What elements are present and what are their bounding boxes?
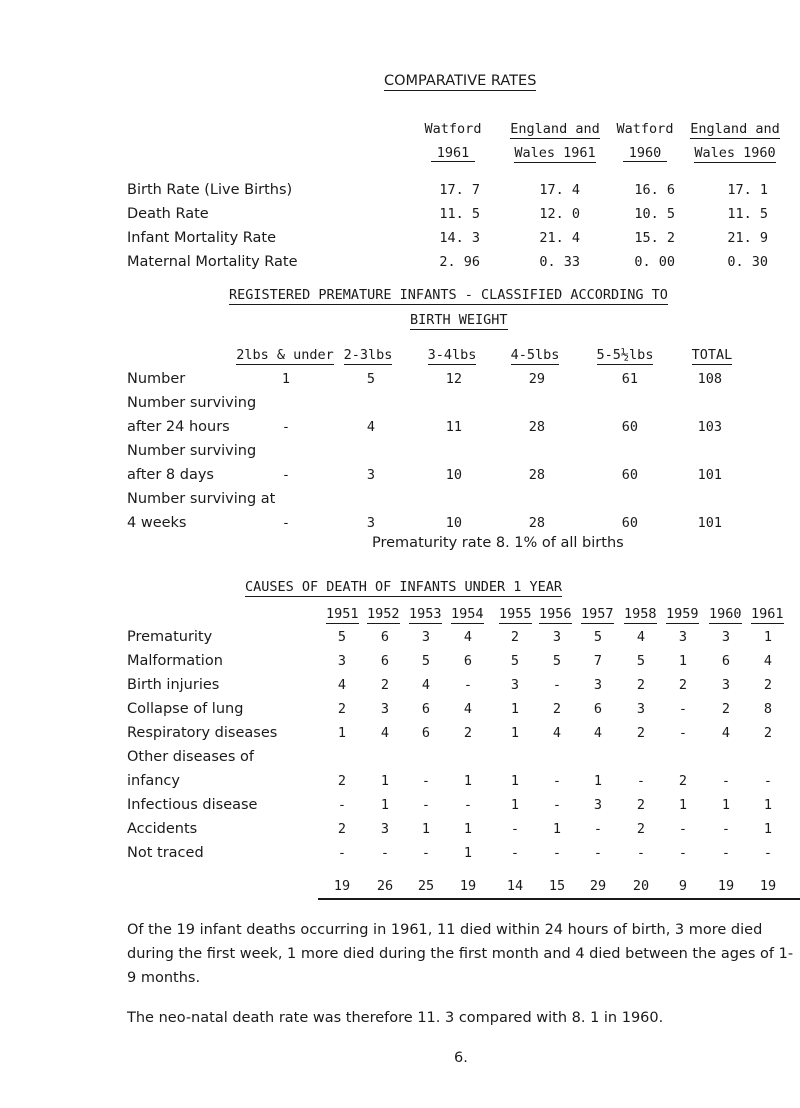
cause-value: - <box>552 797 562 813</box>
cause-value: - <box>763 773 773 789</box>
weight-header <box>672 347 752 363</box>
cause-value: 3 <box>337 653 347 669</box>
cause-value: 4 <box>380 725 390 741</box>
cause-value: 4 <box>721 725 731 741</box>
cause-value: 2 <box>636 725 646 741</box>
cause-value: 1 <box>678 797 688 813</box>
rate-value: 17. 1 <box>727 182 768 198</box>
cause-value: - <box>678 821 688 837</box>
comparative-rates-title: COMPARATIVE RATES <box>384 73 537 89</box>
weight-header <box>417 347 487 363</box>
cause-value: 1 <box>763 629 773 645</box>
cause-value: - <box>380 845 390 861</box>
weight-header-label: 3-4lbs <box>427 347 477 363</box>
col-header-ew-1960-line1: England and <box>690 121 780 137</box>
premature-value: 60 <box>621 419 638 435</box>
cause-row-label: infancy <box>127 773 180 789</box>
cause-value: - <box>721 845 731 861</box>
weight-header <box>500 347 570 363</box>
cause-value: 8 <box>763 701 773 717</box>
causes-title: CAUSES OF DEATH OF INFANTS UNDER 1 YEAR <box>245 579 562 595</box>
premature-row-label: after 8 days <box>127 467 214 483</box>
cause-value: 4 <box>552 725 562 741</box>
cause-value: 3 <box>380 821 390 837</box>
cause-total: 19 <box>717 878 735 894</box>
cause-value: 5 <box>593 629 603 645</box>
cause-value: - <box>421 773 431 789</box>
premature-row-label-pre: Number surviving at <box>127 491 276 507</box>
year-header: 1955 <box>499 606 532 622</box>
year-header: 1960 <box>709 606 742 622</box>
premature-value: 28 <box>528 419 545 435</box>
cause-value: 7 <box>593 653 603 669</box>
cause-value: 1 <box>721 797 731 813</box>
rate-value: 16. 6 <box>634 182 675 198</box>
weight-header-label: 2lbs & under <box>236 347 334 363</box>
year-header: 1951 <box>326 606 359 622</box>
cause-value: 4 <box>636 629 646 645</box>
cause-value: 2 <box>337 773 347 789</box>
premature-value: 1 <box>281 371 290 387</box>
cause-value: 4 <box>763 653 773 669</box>
cause-value: 1 <box>510 701 520 717</box>
premature-value: 10 <box>445 467 462 483</box>
cause-value: 3 <box>510 677 520 693</box>
cause-row-label: Malformation <box>127 653 223 669</box>
cause-total: 19 <box>333 878 351 894</box>
cause-row-label: Not traced <box>127 845 204 861</box>
year-header: 1958 <box>624 606 657 622</box>
cause-value: 1 <box>463 845 473 861</box>
rate-value: 14. 3 <box>439 230 480 246</box>
weight-header <box>225 347 345 363</box>
cause-value: - <box>463 677 473 693</box>
prematurity-rate-text: Prematurity rate 8. 1% of all births <box>372 535 624 551</box>
cause-total: 29 <box>589 878 607 894</box>
col-header-ew-1960-line2: Wales 1960 <box>694 145 776 161</box>
premature-value: - <box>281 515 290 531</box>
cause-value: 2 <box>763 677 773 693</box>
cause-value: 2 <box>721 701 731 717</box>
premature-row-label-pre: Number surviving <box>127 443 257 459</box>
premature-title-line2: BIRTH WEIGHT <box>410 312 508 328</box>
year-header: 1959 <box>666 606 699 622</box>
rate-value: 0. 30 <box>727 254 768 270</box>
cause-value: - <box>593 845 603 861</box>
cause-value: - <box>337 797 347 813</box>
cause-value: 1 <box>510 725 520 741</box>
cause-value: - <box>421 845 431 861</box>
cause-row-label: Infectious disease <box>127 797 258 813</box>
premature-value: 3 <box>366 467 375 483</box>
weight-header-label: 2-3lbs <box>343 347 393 363</box>
cause-row-label: Birth injuries <box>127 677 220 693</box>
cause-value: 2 <box>678 677 688 693</box>
premature-value: 103 <box>697 419 722 435</box>
premature-value: 101 <box>697 515 722 531</box>
col-header-watford-1961-line1: Watford <box>424 121 482 137</box>
cause-value: - <box>721 821 731 837</box>
premature-value: 61 <box>621 371 638 387</box>
cause-value: 6 <box>380 629 390 645</box>
col-header-ew-1961-line1: England and <box>510 121 600 137</box>
cause-value: 1 <box>763 797 773 813</box>
premature-value: 4 <box>366 419 375 435</box>
cause-value: 2 <box>636 677 646 693</box>
year-header: 1961 <box>751 606 784 622</box>
cause-value: 3 <box>593 677 603 693</box>
cause-value: - <box>510 821 520 837</box>
cause-value: - <box>552 677 562 693</box>
cause-value: 3 <box>678 629 688 645</box>
col-header-watford-1960-line2: 1960 <box>590 145 700 161</box>
premature-value: 28 <box>528 467 545 483</box>
rate-row-label: Infant Mortality Rate <box>127 230 277 246</box>
premature-value: - <box>281 419 290 435</box>
weight-header-label: TOTAL <box>691 347 733 363</box>
premature-value: 60 <box>621 467 638 483</box>
year-header: 1954 <box>451 606 484 622</box>
cause-row-label: Prematurity <box>127 629 213 645</box>
rate-value: 0. 00 <box>634 254 675 270</box>
cause-total: 15 <box>548 878 566 894</box>
year-header: 1957 <box>581 606 614 622</box>
cause-value: 6 <box>593 701 603 717</box>
rate-value: 21. 9 <box>727 230 768 246</box>
cause-value: 6 <box>721 653 731 669</box>
cause-value: 3 <box>552 629 562 645</box>
cause-value: 2 <box>510 629 520 645</box>
cause-value: 3 <box>593 797 603 813</box>
rate-value: 12. 0 <box>539 206 580 222</box>
cause-value: 4 <box>421 677 431 693</box>
cause-value: - <box>510 845 520 861</box>
cause-row-label: Respiratory diseases <box>127 725 278 741</box>
weight-header <box>585 347 665 363</box>
cause-value: - <box>337 845 347 861</box>
paragraph-neonatal-rate: The neo-natal death rate was therefore 11. 3 compared with 8. 1 in 1960. <box>127 1010 664 1026</box>
weight-header <box>333 347 403 363</box>
premature-value: 60 <box>621 515 638 531</box>
rate-value: 17. 7 <box>439 182 480 198</box>
rate-row-label: Birth Rate (Live Births) <box>127 182 293 198</box>
cause-value: - <box>636 845 646 861</box>
premature-row-label: after 24 hours <box>127 419 230 435</box>
cause-value: 2 <box>636 797 646 813</box>
cause-value: 1 <box>678 653 688 669</box>
cause-value: - <box>636 773 646 789</box>
cause-value: 5 <box>421 653 431 669</box>
cause-row-label-pre: Other diseases of <box>127 749 254 765</box>
cause-value: 4 <box>593 725 603 741</box>
rate-value: 2. 96 <box>439 254 480 270</box>
cause-value: 5 <box>337 629 347 645</box>
cause-value: - <box>421 797 431 813</box>
premature-value: 5 <box>366 371 375 387</box>
cause-value: - <box>678 845 688 861</box>
rate-value: 11. 5 <box>439 206 480 222</box>
cause-total: 20 <box>632 878 650 894</box>
cause-value: 1 <box>337 725 347 741</box>
col-header-ew-1961-line2: Wales 1961 <box>514 145 596 161</box>
cause-value: 2 <box>463 725 473 741</box>
cause-value: 5 <box>510 653 520 669</box>
rate-row-label: Death Rate <box>127 206 209 222</box>
premature-row-label-pre: Number surviving <box>127 395 257 411</box>
cause-total: 19 <box>459 878 477 894</box>
premature-value: - <box>281 467 290 483</box>
cause-value: 1 <box>552 821 562 837</box>
premature-value: 29 <box>528 371 545 387</box>
rate-value: 0. 33 <box>539 254 580 270</box>
year-header: 1953 <box>409 606 442 622</box>
weight-header-label: 5-5½lbs <box>596 347 654 363</box>
premature-row-label: 4 weeks <box>127 515 187 531</box>
year-header: 1952 <box>367 606 400 622</box>
cause-value: - <box>763 845 773 861</box>
cause-value: 1 <box>463 821 473 837</box>
premature-value: 28 <box>528 515 545 531</box>
cause-value: 2 <box>552 701 562 717</box>
cause-value: 3 <box>636 701 646 717</box>
cause-value: 5 <box>552 653 562 669</box>
premature-value: 3 <box>366 515 375 531</box>
cause-total: 19 <box>759 878 777 894</box>
cause-value: - <box>463 797 473 813</box>
cause-value: 3 <box>721 629 731 645</box>
cause-row-label: Accidents <box>127 821 198 837</box>
paragraph-infant-deaths: Of the 19 infant deaths occurring in 1961, 11 died within 24 hours of birth, 3 more died during the first week, 1 more died during the first month and 4 died between the ages of 1-9 months. <box>127 922 794 986</box>
rate-value: 11. 5 <box>727 206 768 222</box>
cause-value: 1 <box>510 797 520 813</box>
cause-value: - <box>552 773 562 789</box>
rate-value: 17. 4 <box>539 182 580 198</box>
col-header-watford-1960-line1: Watford <box>616 121 674 137</box>
cause-value: 1 <box>763 821 773 837</box>
cause-total: 14 <box>506 878 524 894</box>
col-header-watford-1961-line2: 1961 <box>398 145 508 161</box>
cause-value: 3 <box>721 677 731 693</box>
cause-value: 1 <box>421 821 431 837</box>
cause-total: 25 <box>417 878 435 894</box>
year-header: 1956 <box>539 606 572 622</box>
cause-value: 1 <box>510 773 520 789</box>
cause-value: 6 <box>380 653 390 669</box>
cause-value: 2 <box>763 725 773 741</box>
premature-value: 108 <box>697 371 722 387</box>
rate-value: 15. 2 <box>634 230 675 246</box>
cause-value: 4 <box>463 629 473 645</box>
cause-value: - <box>678 701 688 717</box>
cause-value: 1 <box>593 773 603 789</box>
cause-value: 2 <box>337 701 347 717</box>
premature-title-line1: REGISTERED PREMATURE INFANTS - CLASSIFIED ACCORDING TO <box>229 287 668 303</box>
cause-value: 2 <box>678 773 688 789</box>
cause-value: 6 <box>421 701 431 717</box>
cause-value: 2 <box>380 677 390 693</box>
cause-value: 4 <box>463 701 473 717</box>
rate-value: 10. 5 <box>634 206 675 222</box>
rate-row-label: Maternal Mortality Rate <box>127 254 298 270</box>
cause-value: 2 <box>636 821 646 837</box>
weight-header-label: 4-5lbs <box>510 347 560 363</box>
cause-value: 3 <box>421 629 431 645</box>
cause-value: 2 <box>337 821 347 837</box>
cause-value: 3 <box>380 701 390 717</box>
cause-total: 26 <box>376 878 394 894</box>
premature-value: 101 <box>697 467 722 483</box>
cause-value: - <box>678 725 688 741</box>
cause-value: 1 <box>463 773 473 789</box>
totals-underline <box>318 898 800 900</box>
cause-total: 9 <box>678 878 688 894</box>
cause-value: 1 <box>380 797 390 813</box>
premature-value: 12 <box>445 371 462 387</box>
cause-value: - <box>593 821 603 837</box>
cause-value: - <box>552 845 562 861</box>
cause-value: - <box>721 773 731 789</box>
cause-value: 6 <box>421 725 431 741</box>
cause-row-label: Collapse of lung <box>127 701 244 717</box>
premature-value: 11 <box>445 419 462 435</box>
page-number: 6. <box>454 1050 468 1066</box>
cause-value: 1 <box>380 773 390 789</box>
cause-value: 5 <box>636 653 646 669</box>
premature-value: 10 <box>445 515 462 531</box>
premature-row-label: Number <box>127 371 186 387</box>
cause-value: 4 <box>337 677 347 693</box>
rate-value: 21. 4 <box>539 230 580 246</box>
cause-value: 6 <box>463 653 473 669</box>
